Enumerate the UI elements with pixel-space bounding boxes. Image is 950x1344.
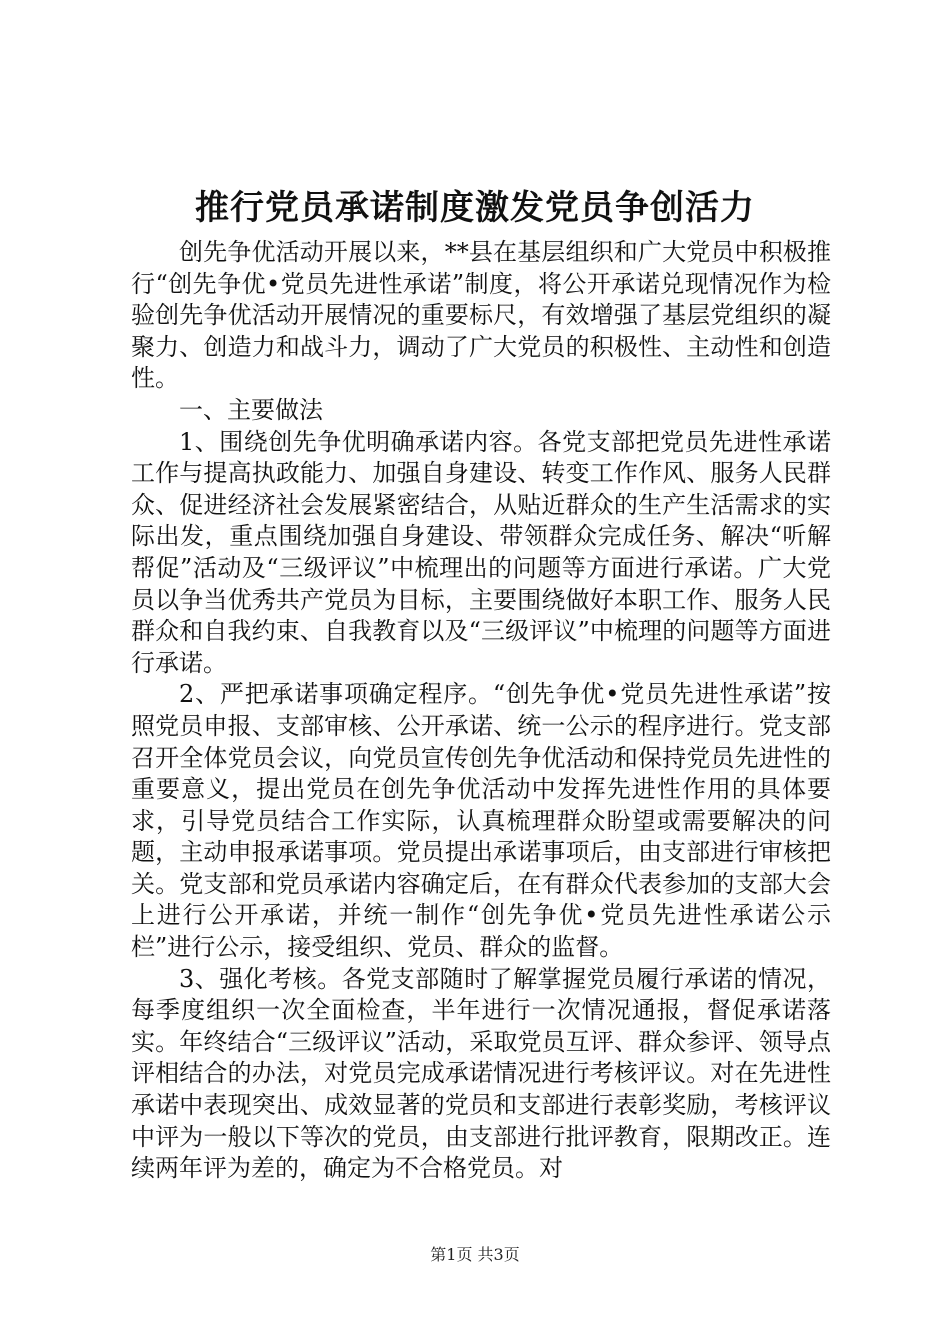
practice-paragraph-2: 2、严把承诺事项确定程序。“创先争优•党员先进性承诺”按照党员申报、支部审核、公开承诺、统一公示的程序进行。党支部召开全体党员会议，向党员宣传创先争优活动和保持党员先进性的重要意义，提出党员在创先争优活动中发挥先进性作用的具体要求，引导党员结合工作实际，认真梳理群众盼望或需要解决的问题，主动申报承诺事项。党员提出承诺事项后，由支部进行审核把关。党支部和党员承诺内容确定后，在有群众代表参加的支部大会上进行公开承诺，并统一制作“创先争优•党员先进性承诺公示栏”进行公示，接受组织、党员、群众的监督。 (131, 680, 831, 962)
practice-paragraph-3: 3、强化考核。各党支部随时了解掌握党员履行承诺的情况，每季度组织一次全面检查，半年进行一次情况通报，督促承诺落实。年终结合“三级评议”活动，采取党员互评、群众参评、领导点评相结合的办法，对党员完成承诺情况进行考核评议。对在先进性承诺中表现突出、成效显著的党员和支部进行表彰奖励，考核评议中评为一般以下等次的党员，由支部进行批评教育，限期改正。连续两年评为差的，确定为不合格党员。对 (131, 964, 831, 1183)
document-body (131, 237, 831, 1185)
document-title: 推行党员承诺制度激发党员争创活力 (195, 188, 755, 228)
section-heading-main-practices: 一、主要做法 (179, 395, 323, 424)
practice-paragraph-1: 1、围绕创先争优明确承诺内容。各党支部把党员先进性承诺工作与提高执政能力、加强自身建设、转变工作作风、服务人民群众、促进经济社会发展紧密结合，从贴近群众的生产生活需求的实际出发，重点围绕加强自身建设、带领群众完成任务、解决“听解帮促”活动及“三级评议”中梳理出的问题等方面进行承诺。广大党员以争当优秀共产党员为目标，主要围绕做好本职工作、服务人民群众和自我约束、自我教育以及“三级评议”中梳理的问题等方面进行承诺。 (131, 427, 831, 677)
intro-paragraph: 创先争优活动开展以来，**县在基层组织和广大党员中积极推行“创先争优•党员先进性承诺”制度，将公开承诺兑现情况作为检验创先争优活动开展情况的重要标尺，有效增强了基层党组织的凝聚力、创造力和战斗力，调动了广大党员的积极性、主动性和创造性。 (131, 238, 831, 393)
page-number-footer: 第1页 共3页 (430, 1245, 520, 1264)
